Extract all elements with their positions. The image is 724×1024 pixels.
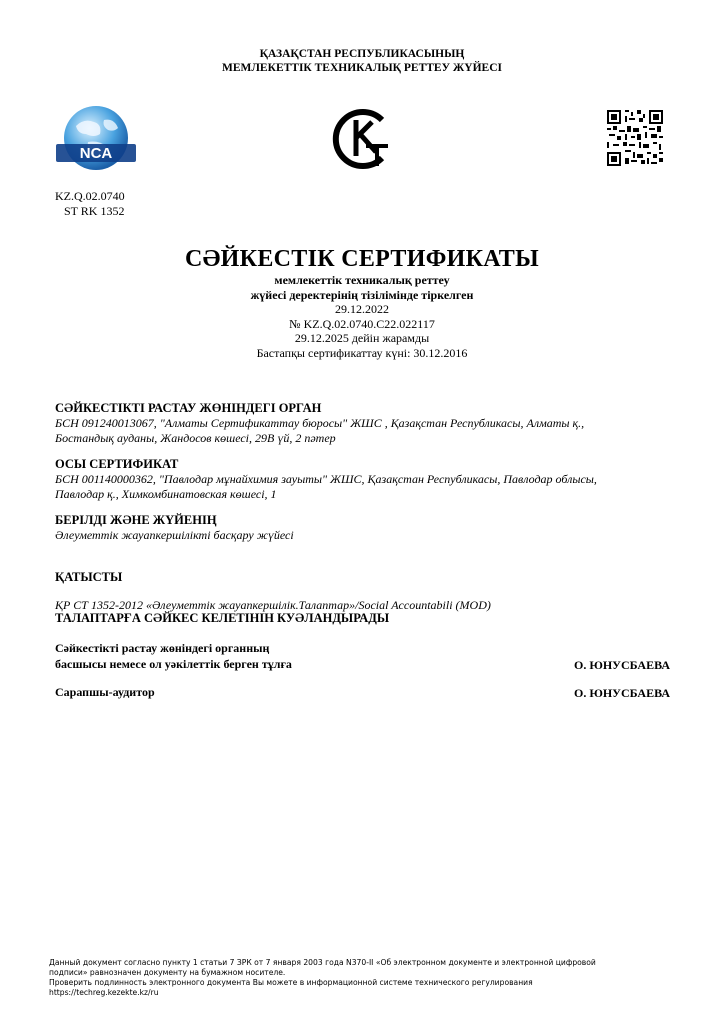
standard-code: ST RK 1352 — [64, 204, 125, 218]
certificate-title: СӘЙКЕСТІК СЕРТИФИКАТЫ — [185, 246, 539, 272]
registry-subtitle-1: мемлекеттік техникалық реттеу — [274, 273, 450, 287]
auditor-label: Сарапшы-аудитор — [55, 685, 155, 699]
footer-verify-link[interactable]: https://techreg.kezekte.kz/ru — [49, 988, 159, 997]
head-signatory-name: О. ЮНУСБАЕВА — [573, 658, 670, 672]
footer-verify-line: Проверить подлинность электронного документа Вы можете в информационной системе технического регулирования — [49, 978, 533, 987]
head-signatory-label-2: басшысы немесе ол уәкілеттік берген тұлға — [55, 657, 292, 671]
nca-globe-logo — [54, 104, 138, 176]
qr-code — [607, 110, 663, 166]
footer-legal-line-2: подписи» равнозначен документу на бумажном носителе. — [49, 968, 286, 977]
organ-details-line-1: БСН 091240013067, "Алматы Сертификаттау бюросы" ЖШС , Қазақстан Республикасы, Алматы қ., — [55, 416, 585, 430]
header-line-1: ҚАЗАҚСТАН РЕСПУБЛИКАСЫНЫҢ — [259, 48, 465, 60]
organ-details-line-2: Бостандық ауданы, Жандосов көшесі, 29В үй, 2 пәтер — [55, 431, 336, 445]
confirmation-text: ТАЛАПТАРҒА СӘЙКЕС КЕЛЕТІНІН КУӘЛАНДЫРАДЫ — [55, 611, 390, 625]
holder-details-line-2: Павлодар қ., Химкомбинатовская көшесі, 1 — [55, 487, 277, 501]
initial-certification-date: Бастапқы сертификаттау күні: 30.12.2016 — [256, 346, 468, 360]
system-text: Әлеуметтік жауапкершілікті басқару жүйесі — [55, 528, 294, 542]
registration-date: 29.12.2022 — [335, 302, 389, 316]
kz-conformity-emblem — [330, 106, 396, 172]
certificate-holder-heading: ОСЫ СЕРТИФИКАТ — [55, 457, 179, 471]
auditor-name: О. ЮНУСБАЕВА — [573, 686, 670, 700]
standard-text: ҚР СТ 1352-2012 «Әлеуметтік жауапкершілік.Талаптар»/Social Accountabili (MOD) — [55, 598, 491, 612]
certificate-number: № KZ.Q.02.0740.C22.022117 — [289, 317, 435, 331]
holder-details-line-1: БСН 001140000362, "Павлодар мұнайхимия зауыты" ЖШС, Қазақстан Республикасы, Павлодар облысы, — [55, 472, 597, 486]
valid-until: 29.12.2025 дейін жарамды — [294, 331, 430, 345]
cert-body-code: KZ.Q.02.0740 — [55, 189, 125, 203]
organ-heading: СӘЙКЕСТІКТІ РАСТАУ ЖӨНІНДЕГІ ОРГАН — [55, 401, 322, 415]
head-signatory-label-1: Сәйкестікті растау жөніндегі органның — [55, 641, 270, 655]
footer-legal-line-1: Данный документ согласно пункту 1 статьи 7 ЗРК от 7 января 2003 года N370-II «Об электронном документе и электронной цифровой — [49, 958, 596, 967]
related-heading: ҚАТЫСТЫ — [55, 570, 123, 584]
registry-subtitle-2: жүйесі деректерінің тізілімінде тіркелген — [250, 288, 474, 302]
nca-logo-text: NCA — [79, 145, 113, 162]
system-heading: БЕРІЛДІ ЖӘНЕ ЖҮЙЕНІҢ — [55, 513, 217, 527]
header-line-2: МЕМЛЕКЕТТІК ТЕХНИКАЛЫҚ РЕТТЕУ ЖҮЙЕСІ — [221, 62, 502, 74]
